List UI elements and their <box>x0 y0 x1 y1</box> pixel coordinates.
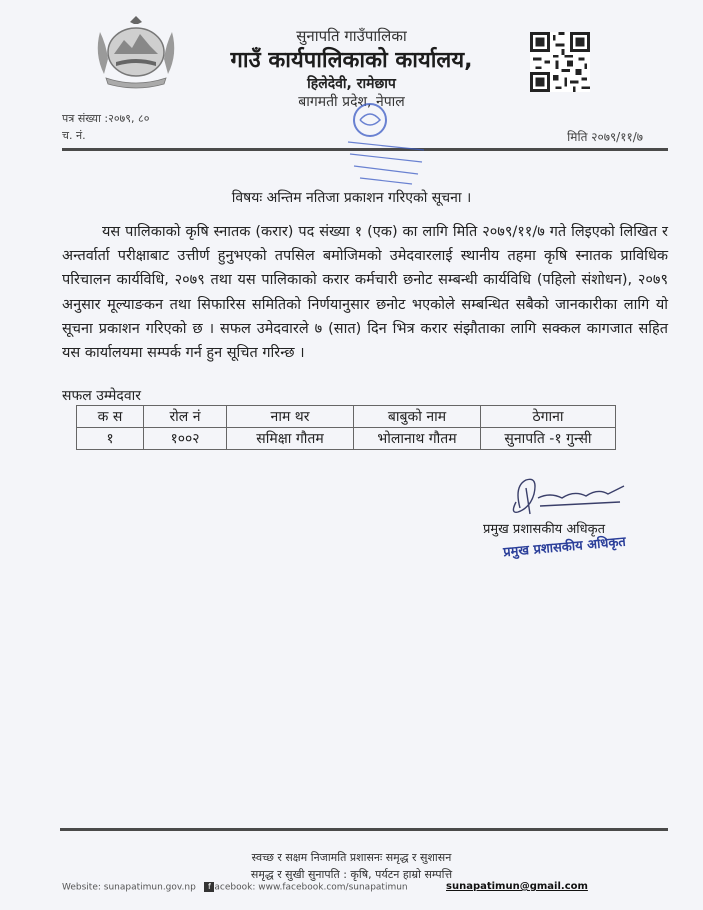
footer-motto-2: समृद्ध र सुखी सुनापति : कृषि, पर्यटन हाम्रो सम्पत्ति <box>250 868 453 881</box>
cell-name: समिक्षा गौतम <box>227 428 354 450</box>
dispatch-number: च. नं. <box>62 129 86 142</box>
cell-father: भोलानाथ गौतम <box>354 428 481 450</box>
results-table <box>76 405 616 450</box>
footer-divider <box>60 828 668 831</box>
col-serial: क स <box>77 406 144 428</box>
table-row <box>77 428 616 450</box>
designation-stamp: प्रमुख प्रशासकीय अधिकृत <box>502 534 627 561</box>
footer-motto-1: स्वच्छ र सक्षम निजामति प्रशासनः समृद्ध र सुशासन <box>251 851 452 864</box>
successful-candidates-title: सफल उम्मेदवार <box>62 388 141 404</box>
notice-body: यस पालिकाको कृषि स्नातक (करार) पद संख्या १ (एक) का लागि मिति २०७९/११/७ गते लिइएको लिखित र अन्तर्वार्ता परीक्षाबाट उत्तीर्ण हुनुभएको तपसिल बमोजिमको उमेदवारलाई स्थानीय तहमा कृषि स्नातक प्राविधिक परिचालन कार्यविधि, २०७९ तथा यस पालिकाको करार कर्मचारी छनोट सम्बन्धी कार्यविधि (पहिलो संशोधन), २०७९ अनुसार मूल्याङकन तथा सिफारिस समितिको निर्णयानुसार छनोट भएकोले सम्बन्धित सबैको जानकारीका लागि यो सूचना प्रकाशन गरिएको छ । सफल उमेदवारले ७ (सात) दिन भित्र करार संझौताका लागि सक्कल कागजात सहित यस कार्यालयमा सम्पर्क गर्न हुन सूचित गरिन्छ । <box>62 224 668 362</box>
cell-address: सुनापति -१ गुन्सी <box>481 428 616 450</box>
col-address: ठेगाना <box>481 406 616 428</box>
province-name: बागमती प्रदेश, नेपाल <box>298 94 405 110</box>
cell-serial: १ <box>77 428 144 450</box>
office-stamp <box>328 98 438 190</box>
notice-subject: विषयः अन्तिम नतिजा प्रकाशन गरिएको सूचना । <box>231 190 472 206</box>
reference-block <box>62 110 149 144</box>
col-roll: रोल नं <box>144 406 227 428</box>
office-title: गाउँ कार्यपालिकाको कार्यालय, <box>230 48 473 73</box>
footer-links <box>62 882 408 893</box>
signatory-designation: प्रमुख प्रशासकीय अधिकृत <box>483 522 606 537</box>
website-text: Website: sunapatimun.gov.np <box>62 882 196 893</box>
cell-roll: १००२ <box>144 428 227 450</box>
municipality-name: सुनापति गाउँपालिका <box>296 27 407 45</box>
table-header-row <box>77 406 616 428</box>
facebook-text: acebook: www.facebook.com/sunapatimun <box>214 882 408 893</box>
letter-number: पत्र संख्या :२०७९, ८० <box>62 112 150 125</box>
email-link[interactable]: sunapatimun@gmail.com <box>446 881 588 892</box>
office-address: हिलेदेवी, रामेछाप <box>307 76 396 92</box>
facebook-icon: f <box>204 882 214 892</box>
col-father: बाबुको नाम <box>354 406 481 428</box>
issue-date: मिति २०७९/११/७ <box>567 130 643 144</box>
col-name: नाम थर <box>227 406 354 428</box>
